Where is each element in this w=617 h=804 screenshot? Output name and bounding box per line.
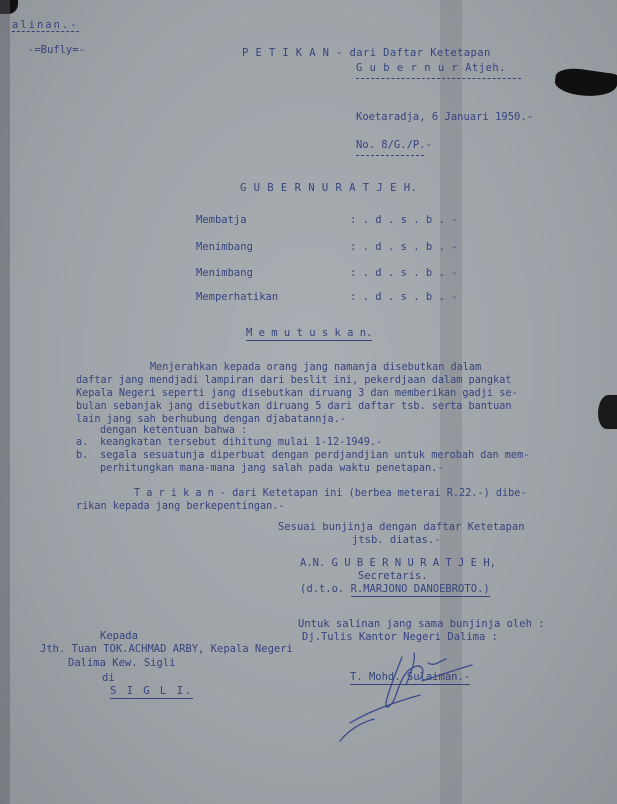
petikan-line: T a r i k a n - dari Ketetapan ini (berbea meterai R.22.-) dibe-: [134, 488, 527, 499]
petikan-line: rikan kepada jang berkepentingan.-: [76, 501, 285, 512]
consideration-label: Menimbang: [196, 267, 253, 279]
consideration-value: : . d . s . b . -: [350, 267, 458, 279]
handwritten-signature-icon: [330, 645, 480, 745]
petikan-title-line2: G u b e r n u r Atjeh.: [356, 62, 507, 74]
copy-line: Untuk salinan jang sama bunjinja oleh :: [298, 618, 545, 630]
copy-signer: T. Mohd. Sulaiman.-: [350, 671, 471, 683]
petikan-title: P E T I K A N - dari Daftar Ketetapan: [242, 47, 491, 59]
recipient-line: Jth. Tuan TOK.ACHMAD ARBY, Kepala Negeri: [40, 643, 293, 655]
title-underline: [356, 76, 521, 79]
body-line: bulan sebanjak jang disebutkan diruang 5 dari daftar tsb. serta bantuan: [76, 401, 512, 412]
number-underline: [356, 153, 424, 156]
signature-line: jtsb. diatas.-: [352, 534, 441, 546]
recipient-city: S I G L I.: [110, 685, 194, 697]
recipient-line: di: [102, 672, 115, 684]
salinan-label: alinan.-: [12, 19, 79, 31]
letter-number: No. 8/G./P.-: [356, 139, 432, 151]
reference-code: -=Bufly=-: [28, 44, 85, 56]
signature-line: (d.t.o. R.MARJONO DANOEBROTO.): [300, 583, 490, 595]
signature-line: Secretaris.: [358, 570, 428, 582]
signature-line: Sesuai bunjinja dengan daftar Ketetapan: [278, 521, 525, 533]
burn-mark-right: [553, 66, 617, 100]
place-date: Koetaradja, 6 Januari 1950.-: [356, 111, 534, 123]
body-line: Kepala Negeri seperti jang disebutkan diruang 3 dan memberikan gadji se-: [76, 388, 518, 399]
body-line: Menjerahkan kepada orang jang namanja disebutkan dalam: [150, 362, 482, 373]
fold-shadow-left: [0, 0, 10, 804]
item-marker: b.: [76, 450, 89, 461]
consideration-label: Memperhatikan: [196, 291, 279, 303]
item-text: perhitungkan mana-mana jang salah pada waktu penetapan.-: [100, 463, 444, 474]
consideration-value: : . d . s . b . -: [350, 214, 458, 226]
consideration-value: : . d . s . b . -: [350, 291, 458, 303]
consideration-label: Membatja: [196, 214, 247, 226]
recipient-kepada: Kepada: [100, 630, 138, 642]
item-text: keangkatan tersebut dihitung mulai 1-12-1949.-: [100, 437, 383, 448]
tear-mark-right: [598, 395, 617, 429]
body-line: dengan ketentuan bahwa :: [100, 425, 248, 436]
item-marker: a.: [76, 437, 89, 448]
decision-heading: M e m u t u s k a n.: [246, 327, 373, 339]
governor-heading: G U B E R N U R A T J E H.: [240, 182, 418, 194]
body-line: lain jang sah berhubung dengan djabatannja.-: [76, 414, 346, 425]
item-text: segala sesuatunja diperbuat dengan perdjandjian untuk merobah dan mem-: [100, 450, 530, 461]
body-line: daftar jang mendjadi lampiran dari beslit ini, pekerdjaan dalam pangkat: [76, 375, 512, 386]
consideration-value: : . d . s . b . -: [350, 241, 458, 253]
recipient-line: Dalima Kew. Sigli: [68, 657, 176, 669]
consideration-label: Menimbang: [196, 241, 253, 253]
signature-line: A.N. G U B E R N U R A T J E H,: [300, 557, 496, 569]
copy-line: Dj.Tulis Kantor Negeri Dalima :: [302, 631, 498, 643]
